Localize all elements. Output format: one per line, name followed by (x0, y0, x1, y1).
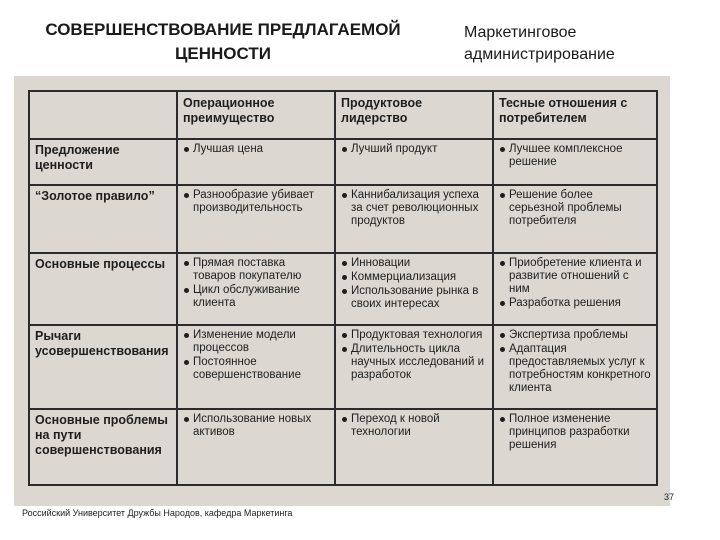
bullet-list (499, 189, 651, 228)
bullet-item: Приобретение клиента и развитие отношений с ним (499, 257, 651, 296)
bullet-item: Постоянное совершенствование (183, 356, 329, 382)
footer-text: Российский Университет Дружбы Народов, кафедра Маркетинга (22, 508, 293, 518)
table-cell (493, 325, 657, 409)
table-row (29, 409, 657, 485)
bullet-item: Продуктовая технология (341, 329, 487, 342)
bullet-list (499, 257, 651, 310)
table-cell (335, 139, 493, 185)
bullet-item: Коммерциализация (341, 271, 487, 284)
bullet-item: Лучшее комплексное решение (499, 143, 651, 169)
bullet-item: Лучшая цена (183, 143, 329, 156)
table-cell (493, 253, 657, 325)
slide-title: СОВЕРШЕНСТВОВАНИЕ ПРЕДЛАГАЕМОЙ ЦЕННОСТИ (45, 20, 401, 63)
bullet-item: Полное изменение принципов разработки решения (499, 413, 651, 452)
column-header: Операционное преимущество (177, 91, 335, 139)
row-header: Основные проблемы на пути совершенствования (29, 409, 177, 485)
bullet-item: Лучший продукт (341, 143, 487, 156)
table-row (29, 253, 657, 325)
page-number: 37 (664, 492, 675, 502)
table-row (29, 325, 657, 409)
bullet-list (341, 257, 487, 311)
bullet-item: Изменение модели процессов (183, 329, 329, 355)
row-header: Предложение ценности (29, 139, 177, 185)
bullet-list (183, 413, 329, 439)
table-cell (177, 139, 335, 185)
bullet-item: Экспертиза проблемы (499, 329, 651, 342)
bullet-item: Использование рынка в своих интересах (341, 285, 487, 311)
bullet-item: Решение более серьезной проблемы потребителя (499, 189, 651, 228)
bullet-item: Инновации (341, 257, 487, 270)
table-cell (335, 409, 493, 485)
bullet-item: Прямая поставка товаров покупателю (183, 257, 329, 283)
bullet-list (183, 189, 329, 215)
bullet-list (183, 329, 329, 382)
column-header: Тесные отношения с потребителем (493, 91, 657, 139)
row-header: Рычаги усовершенствования (29, 325, 177, 409)
bullet-list (499, 413, 651, 452)
table-cell (335, 185, 493, 253)
bullet-list (183, 257, 329, 310)
bullet-list (341, 413, 487, 439)
bullet-item: Разработка решения (499, 297, 651, 310)
bullet-item: Переход к новой технологии (341, 413, 487, 439)
bullet-item: Длительность цикла научных исследований и разработок (341, 343, 487, 382)
bullet-item: Каннибализация успеха за счет революционных продуктов (341, 189, 487, 228)
table-header-row (29, 91, 657, 139)
bullet-list (341, 143, 487, 156)
bullet-list (499, 143, 651, 169)
bullet-list (341, 189, 487, 228)
bullet-item: Использование новых активов (183, 413, 329, 439)
bullet-list (183, 143, 329, 156)
table-row (29, 139, 657, 185)
table-row (29, 185, 657, 253)
row-header: “Золотое правило” (29, 185, 177, 253)
table-cell (335, 253, 493, 325)
bullet-list (499, 329, 651, 395)
slide-subtitle: Маркетинговое администрирование (464, 24, 615, 63)
bullet-item: Разнообразие убивает производительность (183, 189, 329, 215)
bullet-list (341, 329, 487, 382)
scanned-table-image (14, 76, 670, 506)
table-cell (177, 253, 335, 325)
table-corner-cell (29, 91, 177, 139)
bullet-item: Цикл обслуживание клиента (183, 284, 329, 310)
table-cell (335, 325, 493, 409)
table-cell (177, 325, 335, 409)
table-cell (493, 139, 657, 185)
table-body (29, 139, 657, 485)
value-discipline-table (28, 90, 658, 486)
row-header: Основные процессы (29, 253, 177, 325)
column-header: Продуктовое лидерство (335, 91, 493, 139)
table-cell (177, 185, 335, 253)
table-cell (493, 409, 657, 485)
table-cell (177, 409, 335, 485)
bullet-item: Адаптация предоставляемых услуг к потребностям конкретного клиента (499, 343, 651, 395)
table-cell (493, 185, 657, 253)
